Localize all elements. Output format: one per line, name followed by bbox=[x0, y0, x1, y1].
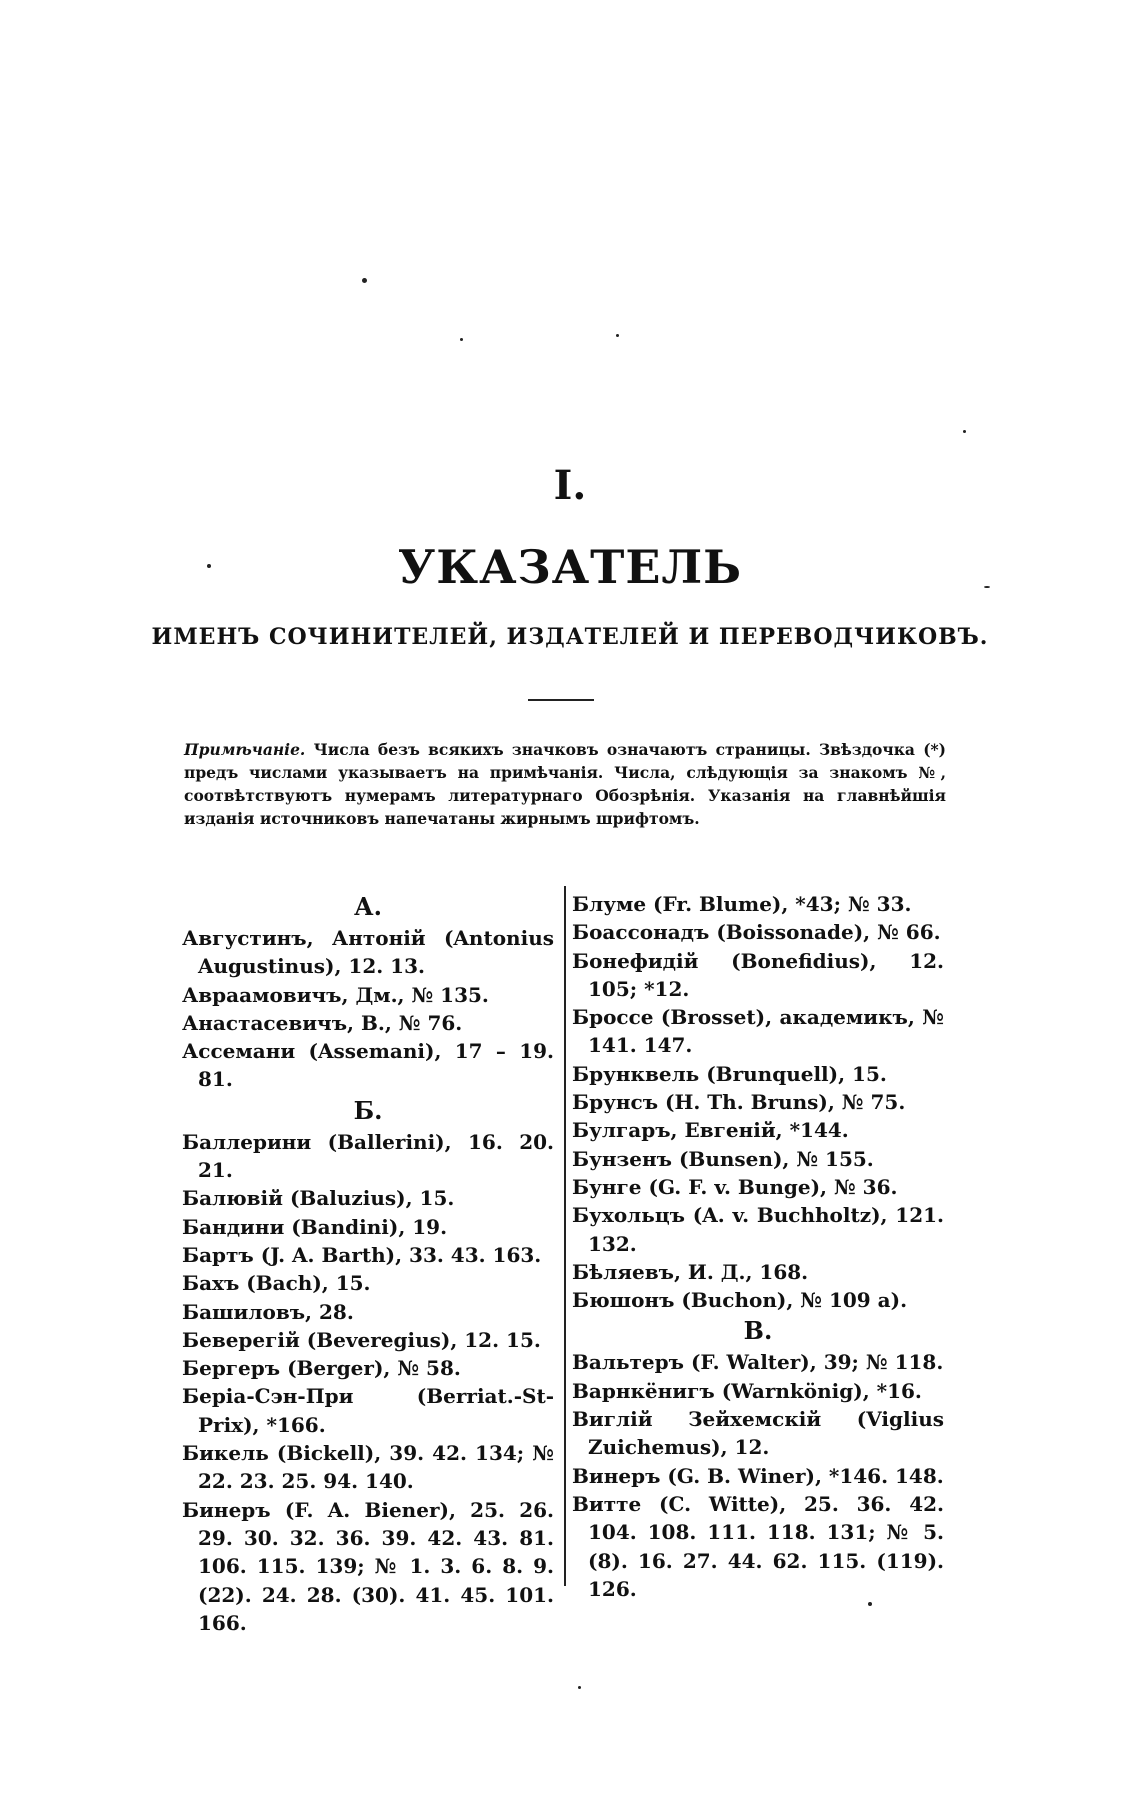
section-number: I. bbox=[553, 462, 587, 509]
index-entry: Беверегій (Beveregius), 12. 15. bbox=[182, 1327, 541, 1352]
note-label: Примѣчаніе. bbox=[184, 740, 306, 759]
index-entry: Блуме (Fr. Blume), *43; № 33. bbox=[572, 892, 912, 916]
index-column-left bbox=[182, 890, 554, 1637]
column-divider bbox=[564, 886, 566, 1586]
index-entry: Авраамовичъ, Дм., № 135. bbox=[182, 982, 489, 1007]
index-entry: Бунге (G. F. v. Bunge), № 36. bbox=[572, 1174, 898, 1199]
index-entry: Броссе (Brosset), академикъ, № 141. 147. bbox=[572, 1005, 944, 1058]
scan-speck bbox=[616, 334, 619, 337]
index-entry: Бюшонъ (Buchon), № 109 a). bbox=[572, 1288, 908, 1313]
index-entry: Брунсъ (H. Th. Bruns), № 75. bbox=[572, 1090, 906, 1115]
index-entry: Бергеръ (Berger), № 58. bbox=[182, 1356, 461, 1381]
page-title: УКАЗАТЕЛЬ bbox=[397, 540, 743, 594]
index-entry: Августинъ, Антоній (Antonius Augustinus), 12. 13. bbox=[182, 926, 554, 979]
index-entry: Ассемани (Assemani), 17 – 19. 81. bbox=[182, 1039, 554, 1092]
index-column-right bbox=[572, 890, 944, 1603]
index-entry: Витте (C. Witte), 25. 36. 42. 104. 108. 111. 118. 131; № 5. (8). 16. 27. 44. 62. 115. (119). 126. bbox=[572, 1491, 944, 1601]
index-entry: Бартъ (J. A. Barth), 33. 43. 163. bbox=[182, 1242, 542, 1267]
index-entry: Бонефидій (Bonefidius), 12. 105; *12. bbox=[572, 948, 944, 1001]
index-entry: Варнкёнигъ (Warnkönig), *16. bbox=[572, 1378, 922, 1403]
page-subtitle: ИМЕНЪ СОЧИНИТЕЛЕЙ, ИЗДАТЕЛЕЙ И ПЕРЕВОДЧИКОВЪ. bbox=[151, 624, 989, 650]
scan-speck bbox=[578, 1686, 581, 1689]
index-entry: Анастасевичъ, В., № 76. bbox=[182, 1010, 463, 1035]
letter-heading-v: В. bbox=[743, 1316, 773, 1346]
index-entry: Боассонадъ (Boissonade), № 66. bbox=[572, 920, 941, 945]
index-entry: Винеръ (G. B. Winer), *146. 148. bbox=[572, 1463, 944, 1488]
scan-speck bbox=[460, 338, 463, 341]
index-entry: Вальтеръ (F. Walter), 39; № 118. bbox=[572, 1350, 944, 1375]
index-entry: Баллерини (Ballerini), 16. 20. 21. bbox=[182, 1129, 554, 1183]
index-entry: Балювій (Baluzius), 15. bbox=[182, 1186, 455, 1211]
index-entry: Беріа-Сэн-При (Berriat.-St-Prix), *166. bbox=[182, 1384, 554, 1437]
index-entry: Бикель (Bickell), 39. 42. 134; № 22. 23. 25. 94. 140. bbox=[182, 1441, 554, 1494]
index-entry: Виглій Зейхемскій (Viglius Zuichemus), 12. bbox=[572, 1407, 944, 1460]
index-entry: Брунквель (Brunquell), 15. bbox=[572, 1061, 887, 1086]
note-paragraph bbox=[184, 738, 946, 830]
note-text: Числа безъ всякихъ значковъ означаютъ страницы. Звѣздочка (*) предъ числами указываетъ на примѣчанія. Числа, слѣдующія за знакомъ №, соотвѣтствуютъ нумерамъ литературнаго Обозрѣнія. Указанія на главнѣйшія изданія источниковъ напечатаны жирнымъ шрифтомъ. bbox=[184, 740, 946, 828]
scan-speck bbox=[963, 430, 966, 433]
scan-speck bbox=[362, 278, 367, 283]
index-entry: Бахъ (Bach), 15. bbox=[182, 1271, 371, 1296]
index-entry: Бѣляевъ, И. Д., 168. bbox=[572, 1259, 809, 1284]
index-entry: Булгаръ, Евгеній, *144. bbox=[572, 1118, 849, 1143]
index-entry: Бухольцъ (A. v. Buchholtz), 121. 132. bbox=[572, 1203, 944, 1256]
index-entry: Бандини (Bandini), 19. bbox=[182, 1214, 448, 1239]
title-rule bbox=[528, 699, 594, 701]
index-entry: Бинеръ (F. A. Biener), 25. 26. 29. 30. 32. 36. 39. 42. 43. 81. 106. 115. 139; № 1. 3. 6. 8. 9. (22). 24. 28. (30). 41. 45. 101. 166. bbox=[182, 1497, 554, 1635]
letter-heading-b: Б. bbox=[353, 1095, 383, 1125]
index-entry: Башиловъ, 28. bbox=[182, 1299, 354, 1324]
index-entry: Бунзенъ (Bunsen), № 155. bbox=[572, 1146, 874, 1171]
letter-heading-a: А. bbox=[354, 892, 382, 921]
